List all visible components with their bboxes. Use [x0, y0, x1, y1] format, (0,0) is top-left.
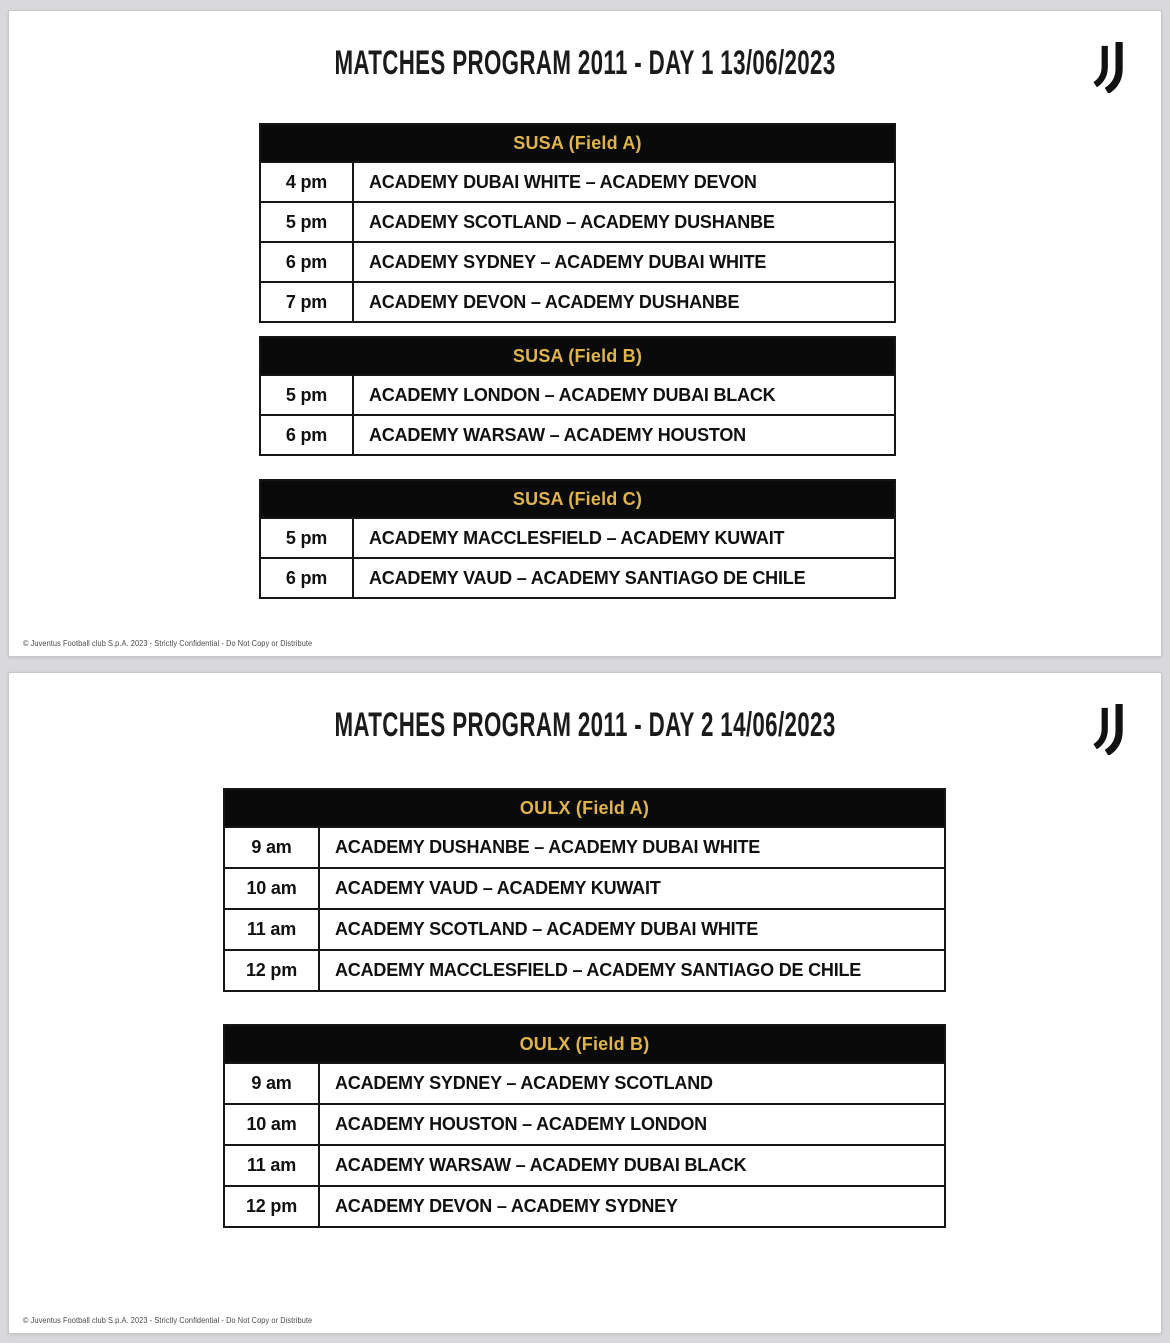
- time-cell: 7 pm: [260, 282, 353, 322]
- match-cell: ACADEMY DUBAI WHITE – ACADEMY DEVON: [353, 162, 895, 202]
- time-cell: 11 am: [224, 1145, 319, 1186]
- time-cell: 5 pm: [260, 375, 353, 415]
- match-cell: ACADEMY DEVON – ACADEMY SYDNEY: [319, 1186, 945, 1227]
- table-row: [224, 1063, 945, 1104]
- page-day2: [8, 672, 1162, 1334]
- match-table-oulx-field-b: [223, 1024, 946, 1228]
- table-row: [224, 868, 945, 909]
- time-cell: 12 pm: [224, 1186, 319, 1227]
- match-cell: ACADEMY SCOTLAND – ACADEMY DUBAI WHITE: [319, 909, 945, 950]
- match-cell: ACADEMY SCOTLAND – ACADEMY DUSHANBE: [353, 202, 895, 242]
- table-row: [260, 518, 895, 558]
- time-cell: 5 pm: [260, 518, 353, 558]
- match-cell: ACADEMY MACCLESFIELD – ACADEMY KUWAIT: [353, 518, 895, 558]
- time-cell: 5 pm: [260, 202, 353, 242]
- match-cell: ACADEMY VAUD – ACADEMY SANTIAGO DE CHILE: [353, 558, 895, 598]
- page-title-wrap: [9, 42, 1161, 83]
- table-row: [224, 1104, 945, 1145]
- table-row: [224, 950, 945, 991]
- page-title-wrap: [9, 704, 1161, 745]
- match-cell: ACADEMY VAUD – ACADEMY KUWAIT: [319, 868, 945, 909]
- match-cell: ACADEMY SYDNEY – ACADEMY DUBAI WHITE: [353, 242, 895, 282]
- time-cell: 6 pm: [260, 242, 353, 282]
- match-table-oulx-field-a: [223, 788, 946, 992]
- footer-copyright: © Juventus Football club S.p.A. 2023 - Strictly Confidential - Do Not Copy or Distribute: [23, 1316, 313, 1325]
- time-cell: 11 am: [224, 909, 319, 950]
- juventus-logo-icon: [1087, 39, 1133, 93]
- time-cell: 12 pm: [224, 950, 319, 991]
- table-row: [260, 242, 895, 282]
- table-header: OULX (Field B): [224, 1025, 945, 1063]
- time-cell: 4 pm: [260, 162, 353, 202]
- page-title: MATCHES PROGRAM 2011 - DAY 2 14/06/2023: [334, 704, 836, 745]
- table-row: [224, 1186, 945, 1227]
- time-cell: 6 pm: [260, 415, 353, 455]
- time-cell: 10 am: [224, 1104, 319, 1145]
- time-cell: 10 am: [224, 868, 319, 909]
- table-row: [224, 909, 945, 950]
- match-table-susa-field-a: [259, 123, 896, 323]
- match-cell: ACADEMY WARSAW – ACADEMY HOUSTON: [353, 415, 895, 455]
- table-header: SUSA (Field A): [260, 124, 895, 162]
- time-cell: 9 am: [224, 827, 319, 868]
- match-cell: ACADEMY SYDNEY – ACADEMY SCOTLAND: [319, 1063, 945, 1104]
- match-table-susa-field-b: [259, 336, 896, 456]
- table-row: [224, 1145, 945, 1186]
- table-row: [260, 558, 895, 598]
- table-row: [260, 282, 895, 322]
- table-row: [224, 827, 945, 868]
- match-cell: ACADEMY DEVON – ACADEMY DUSHANBE: [353, 282, 895, 322]
- table-row: [260, 375, 895, 415]
- table-header: SUSA (Field C): [260, 480, 895, 518]
- page-title: MATCHES PROGRAM 2011 - DAY 1 13/06/2023: [334, 42, 836, 83]
- match-cell: ACADEMY LONDON – ACADEMY DUBAI BLACK: [353, 375, 895, 415]
- table-row: [260, 162, 895, 202]
- footer-copyright: © Juventus Football club S.p.A. 2023 - Strictly Confidential - Do Not Copy or Distribute: [23, 639, 313, 648]
- match-cell: ACADEMY WARSAW – ACADEMY DUBAI BLACK: [319, 1145, 945, 1186]
- table-row: [260, 415, 895, 455]
- table-header: SUSA (Field B): [260, 337, 895, 375]
- time-cell: 6 pm: [260, 558, 353, 598]
- match-cell: ACADEMY HOUSTON – ACADEMY LONDON: [319, 1104, 945, 1145]
- match-cell: ACADEMY DUSHANBE – ACADEMY DUBAI WHITE: [319, 827, 945, 868]
- match-table-susa-field-c: [259, 479, 896, 599]
- page-day1: [8, 10, 1162, 657]
- table-header: OULX (Field A): [224, 789, 945, 827]
- match-cell: ACADEMY MACCLESFIELD – ACADEMY SANTIAGO DE CHILE: [319, 950, 945, 991]
- juventus-logo-icon: [1087, 701, 1133, 755]
- time-cell: 9 am: [224, 1063, 319, 1104]
- table-row: [260, 202, 895, 242]
